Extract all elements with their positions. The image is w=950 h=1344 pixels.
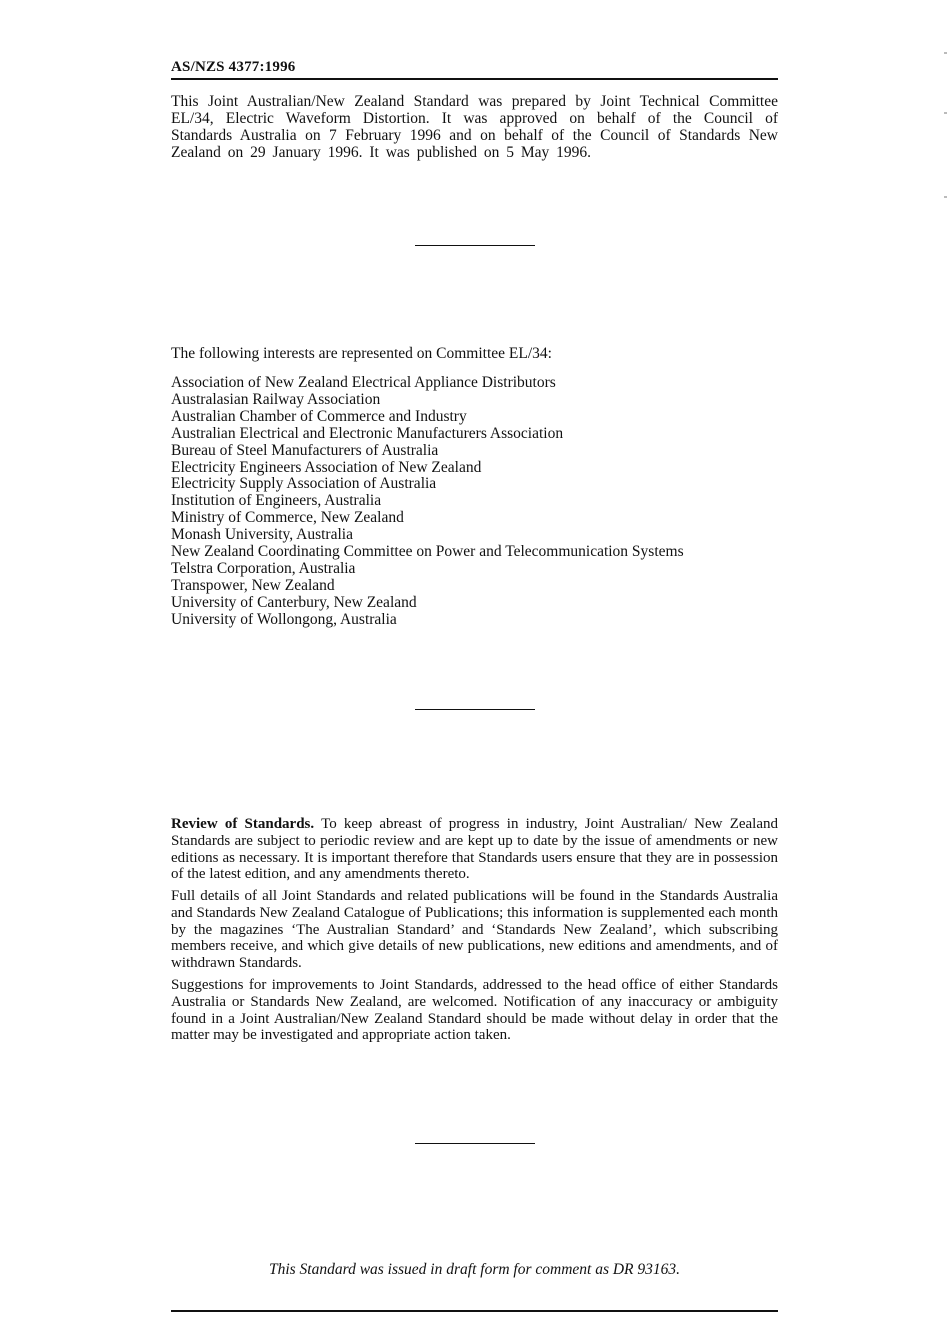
list-item: Association of New Zealand Electrical Appliance Distributors: [171, 374, 556, 391]
approval-paragraph: This Joint Australian/New Zealand Standard was prepared by Joint Technical Committee EL/34, Electric Waveform Distortion. It was approved on behalf of the Council of Standards Australia on 7 February 1996 and on behalf of the Council of Standards New Zealand on 29 January 1996. It was published on 5 May 1996.: [171, 93, 778, 161]
edge-mark: [944, 112, 947, 114]
section-separator: [415, 1143, 535, 1144]
list-item: Australasian Railway Association: [171, 390, 381, 408]
list-item: Monash University, Australia: [171, 526, 353, 544]
review-heading: Review of Standards.: [171, 816, 315, 832]
section-separator: [415, 245, 535, 246]
catalogue-paragraph: Full details of all Joint Standards and related publications will be found in the Standards Australia and Standards New Zealand Catalogue of Publications; this information is supplemented each month by the magazines ‘The Australian Standard’ and ‘Standards New Zealand’, which subscribing members receive, and which give details of new publications, new editions and amendments, and of withdrawn Standards.: [171, 888, 778, 972]
organisation-list: [171, 375, 684, 629]
interests-lead: The following interests are represented on Committee EL/34:: [171, 345, 552, 362]
list-item: Telstra Corporation, Australia: [171, 559, 356, 577]
list-item: University of Canterbury, New Zealand: [171, 593, 417, 611]
review-paragraph: [171, 816, 778, 883]
review-text: To keep abreast of progress in industry, Joint Australian/ New Zealand Standards are subject to periodic review and are kept up to date by the issue of amendments or new editions as necessary. It is important therefore that Standards users ensure that they are in possession of the latest edition, and any amendments thereto.: [171, 816, 778, 883]
header-rule: [171, 78, 778, 80]
footer-rule: [171, 1310, 778, 1312]
section-separator: [415, 709, 535, 710]
edge-mark: [944, 52, 947, 54]
list-item: Transpower, New Zealand: [171, 576, 335, 594]
list-item: Electricity Supply Association of Australia: [171, 475, 437, 493]
suggestions-paragraph: Suggestions for improvements to Joint Standards, addressed to the head office of either Standards Australia or Standards New Zealand, are welcomed. Notification of any inaccuracy or ambiguity found in a Joint Australian/New Zealand Standard should be made without delay in order that the matter may be investigated and appropriate action taken.: [171, 977, 778, 1044]
list-item: Electricity Engineers Association of New Zealand: [171, 458, 482, 476]
document-id: AS/NZS 4377:1996: [171, 59, 296, 75]
list-item: Bureau of Steel Manufacturers of Australia: [171, 441, 439, 459]
list-item: Australian Electrical and Electronic Manufacturers Association: [171, 424, 564, 442]
list-item: Australian Chamber of Commerce and Industry: [171, 407, 467, 425]
draft-note: This Standard was issued in draft form for comment as DR 93163.: [268, 1261, 681, 1278]
edge-mark: [944, 196, 947, 198]
list-item: Institution of Engineers, Australia: [171, 492, 382, 510]
list-item: Ministry of Commerce, New Zealand: [171, 509, 404, 527]
list-item: University of Wollongong, Australia: [171, 610, 397, 628]
list-item: New Zealand Coordinating Committee on Power and Telecommunication Systems: [171, 543, 684, 561]
